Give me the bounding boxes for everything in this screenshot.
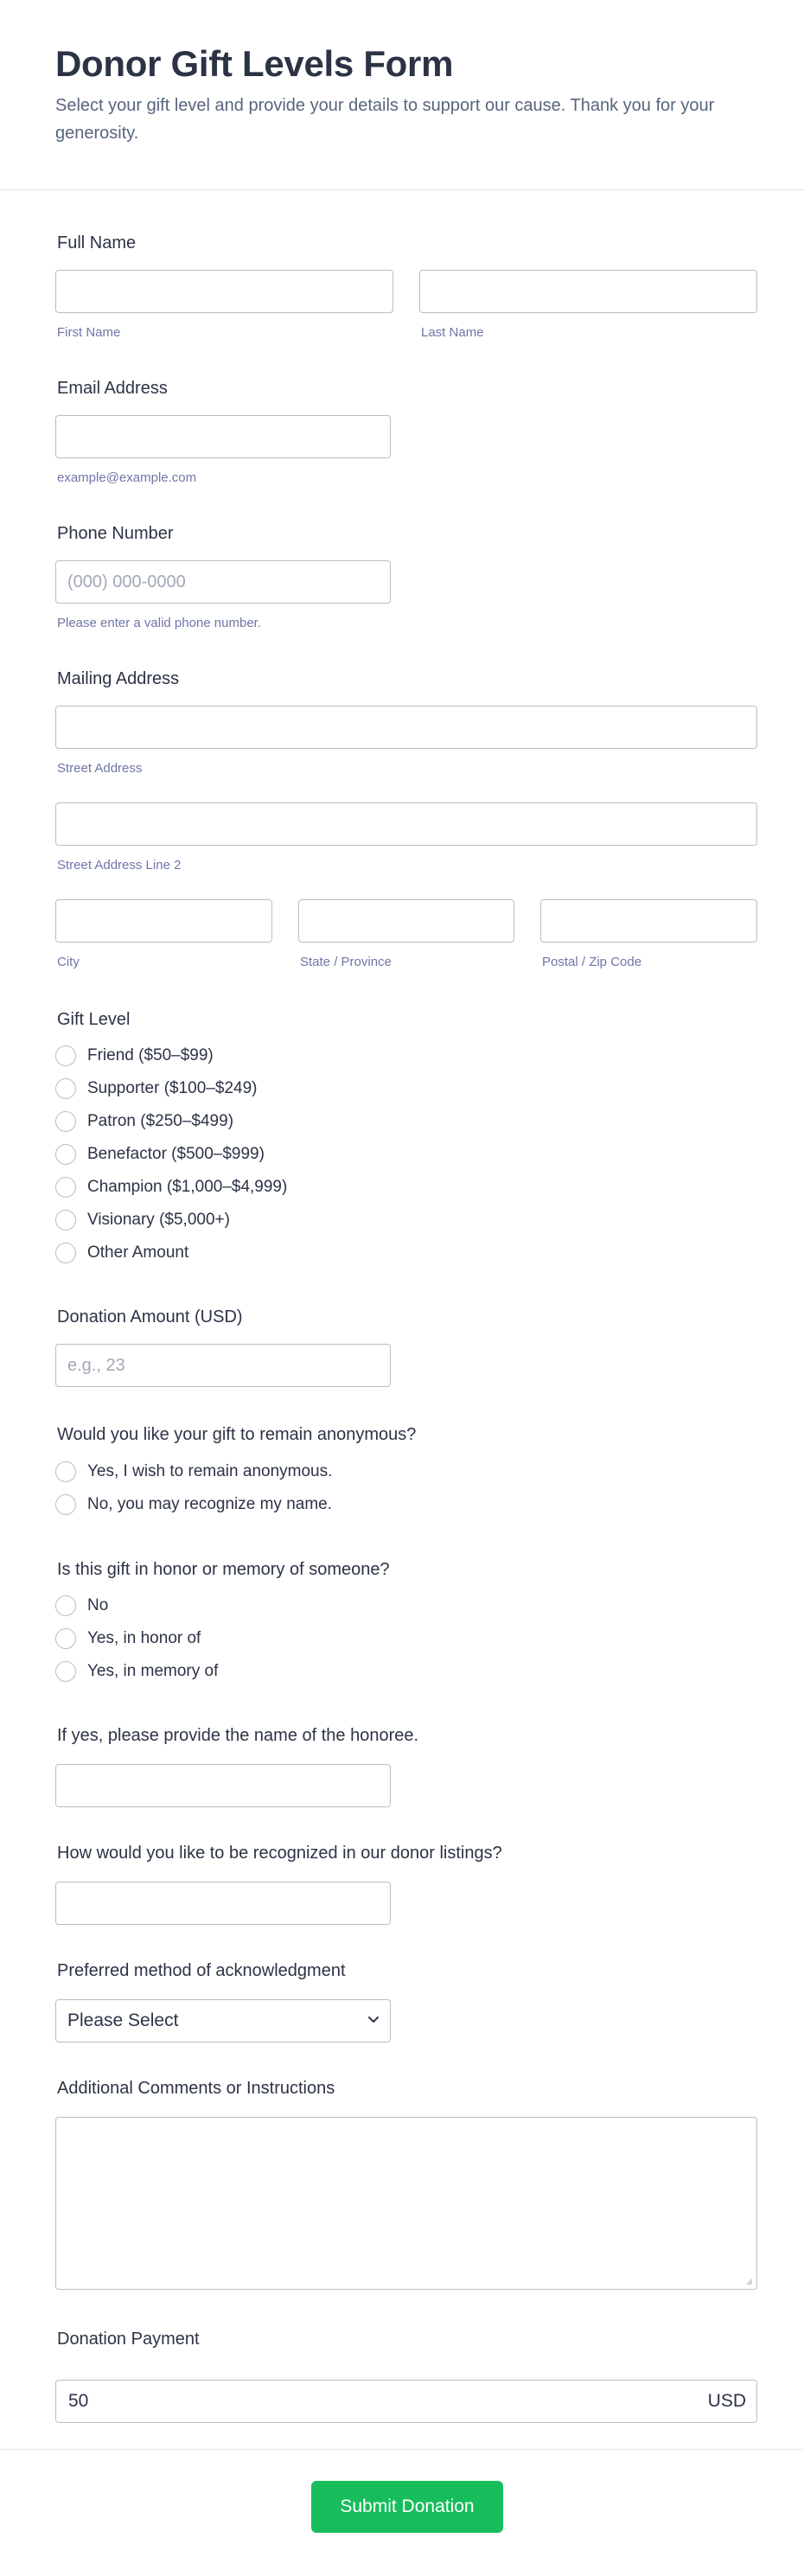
radio-button[interactable] [55, 1045, 76, 1066]
city-sublabel: City [57, 955, 80, 969]
state-sublabel: State / Province [300, 955, 392, 969]
comments-label: Additional Comments or Instructions [57, 2079, 335, 2098]
acknowledgment-select[interactable] [55, 1999, 391, 2042]
email-input[interactable] [55, 415, 391, 458]
footer-divider [0, 2449, 804, 2450]
radio-button[interactable] [55, 1595, 76, 1616]
gift-level-option[interactable]: Champion ($1,000–$4,999) [55, 1175, 287, 1199]
radio-button[interactable] [55, 1243, 76, 1263]
honoree-label: If yes, please provide the name of the honoree. [57, 1726, 419, 1745]
radio-button[interactable] [55, 1494, 76, 1515]
phone-input[interactable]: (000) 000-0000 [55, 560, 391, 604]
payment-label: Donation Payment [57, 2330, 200, 2349]
radio-button[interactable] [55, 1628, 76, 1649]
first-name-input[interactable] [55, 270, 393, 313]
payment-amount-value: 50 [68, 2391, 89, 2411]
radio-button[interactable] [55, 1144, 76, 1165]
resize-handle-icon[interactable] [744, 2277, 753, 2285]
zip-sublabel: Postal / Zip Code [542, 955, 642, 969]
phone-sublabel: Please enter a valid phone number. [57, 616, 261, 630]
gift-level-option[interactable]: Friend ($50–$99) [55, 1044, 214, 1068]
gift-level-option[interactable]: Patron ($250–$499) [55, 1109, 233, 1134]
payment-amount-field[interactable] [55, 2380, 757, 2423]
gift-level-option[interactable]: Benefactor ($500–$999) [55, 1142, 265, 1167]
honor-option[interactable]: Yes, in honor of [55, 1627, 201, 1651]
anonymous-option[interactable]: No, you may recognize my name. [55, 1493, 332, 1517]
recognition-input[interactable] [55, 1882, 391, 1925]
city-input[interactable] [55, 899, 272, 943]
first-name-sublabel: First Name [57, 325, 121, 340]
chevron-down-icon [367, 2016, 380, 2024]
payment-currency: USD [707, 2391, 746, 2411]
gift-level-option[interactable]: Supporter ($100–$249) [55, 1077, 257, 1101]
submit-button[interactable]: Submit Donation [311, 2481, 503, 2533]
gift-level-option[interactable]: Visionary ($5,000+) [55, 1208, 230, 1232]
radio-button[interactable] [55, 1177, 76, 1198]
recognition-label: How would you like to be recognized in our donor listings? [57, 1844, 502, 1863]
acknowledgment-label: Preferred method of acknowledgment [57, 1961, 346, 1980]
zip-input[interactable] [540, 899, 757, 943]
full-name-label: Full Name [57, 233, 137, 252]
email-label: Email Address [57, 379, 168, 398]
radio-button[interactable] [55, 1078, 76, 1099]
address-label: Mailing Address [57, 669, 180, 688]
email-sublabel: example@example.com [57, 470, 197, 485]
donation-amount-label: Donation Amount (USD) [57, 1307, 243, 1326]
honor-option[interactable]: No [55, 1594, 108, 1618]
street-address-line2-sublabel: Street Address Line 2 [57, 858, 182, 873]
radio-button[interactable] [55, 1210, 76, 1230]
street-address-input[interactable] [55, 706, 757, 749]
gift-level-option[interactable]: Other Amount [55, 1241, 188, 1265]
donation-amount-input[interactable]: e.g., 23 [55, 1344, 391, 1387]
honor-option[interactable]: Yes, in memory of [55, 1659, 218, 1684]
street-address-sublabel: Street Address [57, 761, 143, 776]
acknowledgment-selected: Please Select [67, 2010, 179, 2030]
radio-button[interactable] [55, 1461, 76, 1482]
honor-label: Is this gift in honor or memory of someone? [57, 1560, 390, 1579]
radio-button[interactable] [55, 1661, 76, 1682]
anonymous-option[interactable]: Yes, I wish to remain anonymous. [55, 1460, 332, 1484]
page-subtitle: Select your gift level and provide your details to support our cause. Thank you for your generosity. [55, 96, 715, 143]
last-name-input[interactable] [419, 270, 757, 313]
radio-button[interactable] [55, 1111, 76, 1132]
gift-level-label: Gift Level [57, 1010, 131, 1029]
page-title: Donor Gift Levels Form [55, 43, 454, 84]
street-address-line2-input[interactable] [55, 802, 757, 846]
honoree-input[interactable] [55, 1764, 391, 1807]
phone-label: Phone Number [57, 524, 174, 543]
anonymous-label: Would you like your gift to remain anonymous? [57, 1425, 417, 1444]
last-name-sublabel: Last Name [421, 325, 484, 340]
form-header [0, 0, 804, 190]
state-input[interactable] [298, 899, 514, 943]
comments-textarea[interactable] [55, 2117, 757, 2290]
